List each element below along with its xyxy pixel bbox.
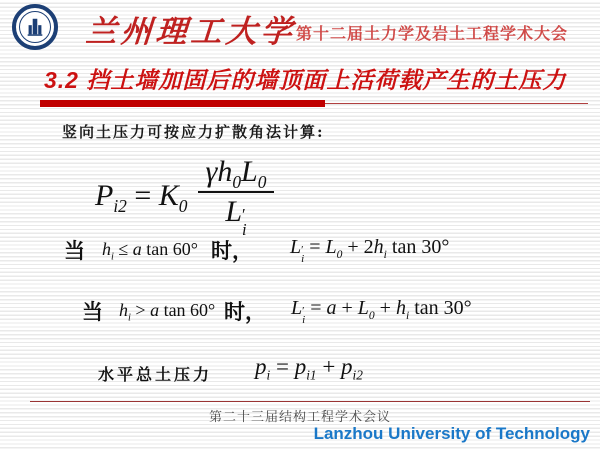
section-title: 3.2 挡土墙加固后的墙顶面上活荷载产生的土压力	[44, 67, 567, 93]
case1-result-formula: L ′ i = $L_0 + 2h_i$ tan 30°	[290, 236, 450, 265]
formula-vertical-pressure	[95, 155, 274, 237]
case2-when-label: 当	[82, 299, 103, 324]
case1-when-label: 当	[64, 238, 85, 263]
university-english-name: Lanzhou University of Technology	[313, 424, 590, 443]
case2-then-label: 时，	[224, 299, 266, 324]
seal-inner-ring	[19, 11, 51, 43]
fraction-denominator: L ′ i	[225, 195, 247, 239]
university-name-calligraphy: 兰州理工大学	[84, 14, 298, 50]
footer-conference-text: 第二十三届结构工程学术会议	[208, 409, 391, 424]
footer-divider	[30, 401, 590, 402]
case1-condition: $h_i \le a$ tan 60°	[102, 239, 198, 263]
case2-condition: $h_i > a$ tan 60°	[119, 300, 216, 324]
case1-then-label: 时，	[211, 238, 253, 263]
case2-result-formula: L ′ i = $a + L_0 + h_i$ tan 30°	[291, 297, 472, 326]
total-pressure-label: 水平总土压力	[98, 365, 213, 384]
building-icon	[24, 16, 46, 38]
formula-fraction	[198, 155, 275, 237]
title-underline-bar	[40, 100, 325, 107]
university-seal-icon	[12, 4, 58, 50]
total-pressure-formula: $p_i = p_{i1} + p_{i2}$	[255, 354, 363, 383]
conference-header-title: 第十二届土力学及岩土工程学术大会	[296, 26, 569, 43]
fraction-numerator: $\gamma h_0L_0$	[198, 155, 275, 193]
formula-lhs: $P_{i2} = K_0$	[95, 178, 188, 216]
intro-text: 竖向土压力可按应力扩散角法计算:	[62, 123, 325, 141]
